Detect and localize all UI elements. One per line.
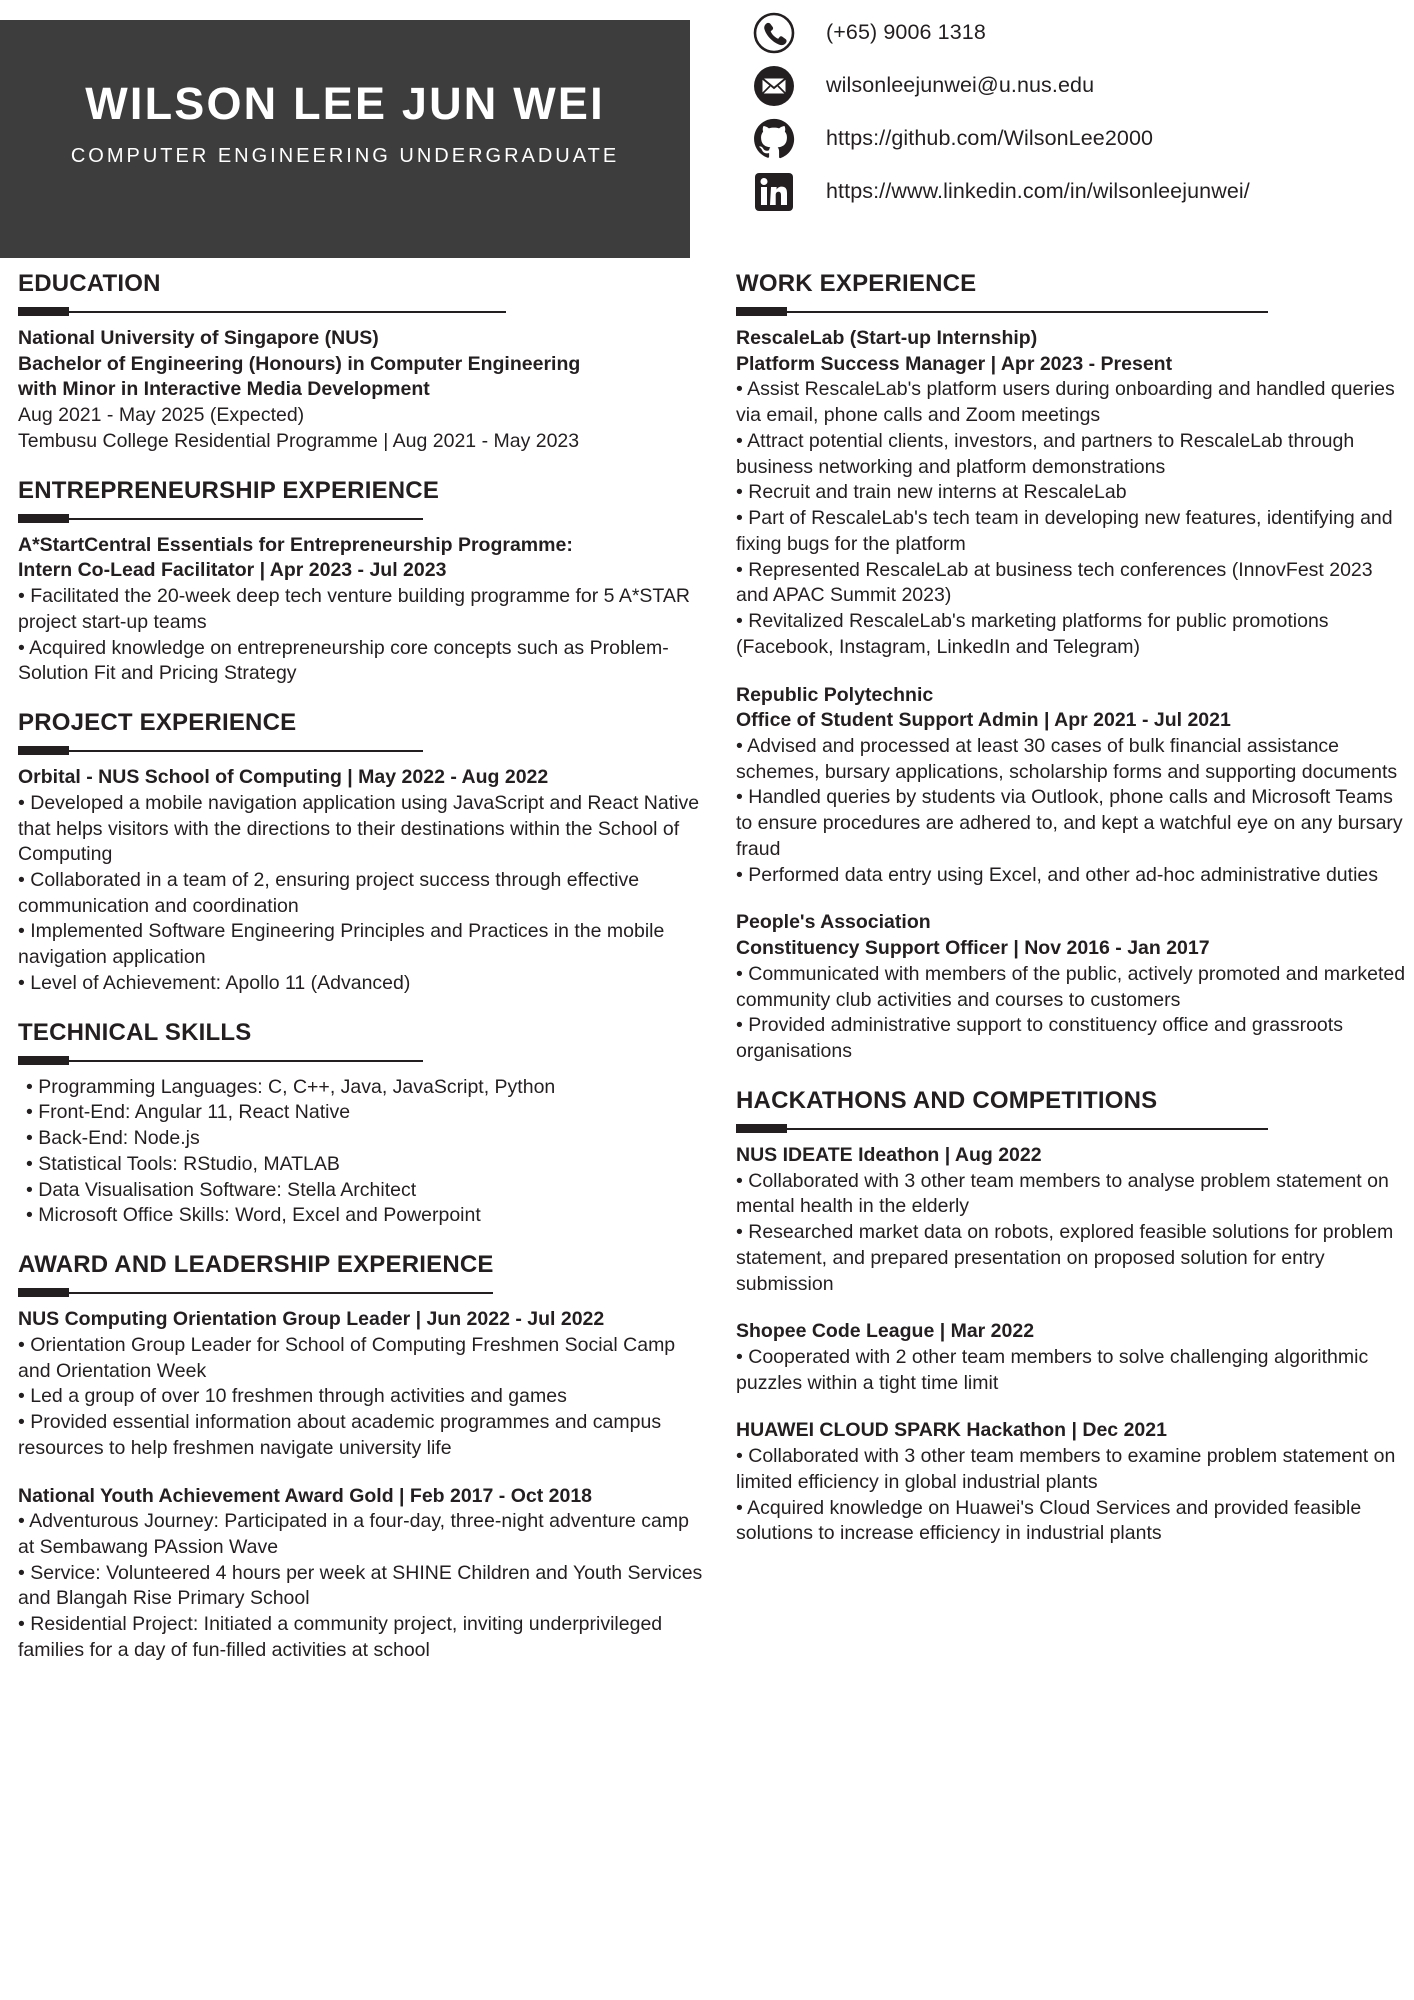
- entry-title-line: Platform Success Manager | Apr 2023 - Present: [736, 352, 1173, 375]
- contact-row-email[interactable]: [752, 59, 1412, 112]
- section-entrepreneurship: [18, 477, 710, 687]
- entry-bullet: • Provided administrative support to constituency office and grassroots organisations: [736, 1014, 1343, 1063]
- entry-title-line: Office of Student Support Admin | Apr 2021 - Jul 2021: [736, 709, 1231, 732]
- contact-list: [752, 6, 1412, 218]
- entry-bullet: • Acquired knowledge on Huawei's Cloud Services and provided feasible solutions to increase efficiency in industrial plants: [736, 1496, 1362, 1545]
- skill-item: • Front-End: Angular 11, React Native: [26, 1101, 351, 1124]
- entry-bullet: • Provided essential information about academic programmes and campus resources to help freshmen navigate university life: [18, 1411, 662, 1459]
- entry-bullet: • Acquired knowledge on entrepreneurship core concepts such as Problem-Solution Fit and Pricing Strategy: [18, 636, 669, 685]
- entry-bullet: • Collaborated with 3 other team members to analyse problem statement on mental health in the elderly: [736, 1169, 1389, 1218]
- section-heading-award-leadership: AWARD AND LEADERSHIP EXPERIENCE: [18, 1251, 494, 1279]
- entry-bullet: • Researched market data on robots, explored feasible solutions for problem statement, and prepared presentation on proposed solution for entry submission: [736, 1221, 1394, 1295]
- section-project: [18, 709, 710, 997]
- github-icon: [752, 117, 796, 161]
- entry-bullet: • Cooperated with 2 other team members to solve challenging algorithmic puzzles within a tight time limit: [736, 1345, 1369, 1394]
- section-divider: [736, 307, 1406, 316]
- entry-bullet: • Service: Volunteered 4 hours per week at SHINE Children and Youth Services and Blangah Rise Primary School: [18, 1561, 703, 1610]
- entry-bullet: • Collaborated in a team of 2, ensuring project success through effective communication and coordination: [18, 869, 640, 917]
- entry-bullet: • Implemented Software Engineering Principles and Practices in the mobile navigation application: [18, 920, 665, 969]
- entry-title-line: Republic Polytechnic: [736, 683, 934, 706]
- education-line: with Minor in Interactive Media Development: [18, 378, 430, 401]
- project-entry: [18, 765, 710, 997]
- section-heading-technical-skills: TECHNICAL SKILLS: [18, 1018, 252, 1046]
- entry-bullet: • Performed data entry using Excel, and other ad-hoc administrative duties: [736, 863, 1378, 886]
- entry-bullet: • Residential Project: Initiated a community project, inviting underprivileged families for a day of fun-filled activities at school: [18, 1613, 663, 1661]
- education-entry: [18, 326, 710, 455]
- entry-title-line: HUAWEI CLOUD SPARK Hackathon | Dec 2021: [736, 1419, 1167, 1442]
- right-column: [736, 270, 1406, 1547]
- education-line: National University of Singapore (NUS): [18, 327, 379, 349]
- entry-title-line: Constituency Support Officer | Nov 2016 - Jan 2017: [736, 937, 1210, 960]
- skill-item: • Microsoft Office Skills: Word, Excel and Powerpoint: [26, 1204, 481, 1227]
- section-hackathons: [736, 1087, 1406, 1547]
- section-divider: [18, 1056, 710, 1065]
- contact-row-linkedin[interactable]: [752, 165, 1412, 218]
- entry-bullet: • Facilitated the 20-week deep tech venture building programme for 5 A*STAR project start-up teams: [18, 585, 690, 633]
- education-line: Bachelor of Engineering (Honours) in Computer Engineering: [18, 352, 581, 375]
- entry-bullet: • Assist RescaleLab's platform users during onboarding and handled queries via email, phone calls and Zoom meetings: [736, 378, 1395, 427]
- section-divider: [18, 1288, 710, 1297]
- section-education: [18, 270, 710, 455]
- section-divider: [736, 1124, 1406, 1133]
- section-heading-project: PROJECT EXPERIENCE: [18, 709, 297, 737]
- email-icon: [752, 64, 796, 108]
- github-url: https://github.com/WilsonLee2000: [826, 126, 1154, 150]
- hackathon-entry: [736, 1418, 1406, 1547]
- entry-bullet: • Adventurous Journey: Participated in a four-day, three-night adventure camp at Sembawang PAssion Wave: [18, 1510, 689, 1558]
- section-technical-skills: [18, 1019, 710, 1229]
- entry-title-line: A*StartCentral Essentials for Entrepreneurship Programme:: [18, 533, 573, 556]
- entry-bullet: • Handled queries by students via Outlook, phone calls and Microsoft Teams to ensure procedures are adhered to, and kept a watchful eye on any bursary fraud: [736, 786, 1403, 860]
- section-work-experience: [736, 270, 1406, 1065]
- entry-bullet: • Level of Achievement: Apollo 11 (Advanced): [18, 971, 411, 994]
- entry-bullet: • Recruit and train new interns at RescaleLab: [736, 481, 1127, 504]
- entry-title-line: Orbital - NUS School of Computing | May 2022 - Aug 2022: [18, 766, 549, 789]
- section-divider: [18, 514, 710, 523]
- skill-item: • Programming Languages: C, C++, Java, JavaScript, Python: [26, 1075, 556, 1098]
- section-heading-work-experience: WORK EXPERIENCE: [736, 270, 977, 297]
- entry-title-line: NUS IDEATE Ideathon | Aug 2022: [736, 1143, 1042, 1166]
- hackathon-entry: [736, 1143, 1406, 1297]
- skill-item: • Data Visualisation Software: Stella Architect: [26, 1178, 417, 1201]
- skill-item: • Back-End: Node.js: [26, 1127, 200, 1150]
- contact-row-phone[interactable]: [752, 6, 1412, 59]
- entry-title-line: National Youth Achievement Award Gold | Feb 2017 - Oct 2018: [18, 1484, 593, 1507]
- award-entry: [18, 1307, 710, 1461]
- education-line: Tembusu College Residential Programme | Aug 2021 - May 2023: [18, 429, 580, 452]
- left-column: [18, 270, 710, 1664]
- contact-row-github[interactable]: [752, 112, 1412, 165]
- name-header-block: [0, 20, 690, 258]
- page-title: WILSON LEE JUN WEI: [85, 77, 605, 129]
- hackathon-entry: [736, 1319, 1406, 1396]
- phone-icon: [752, 11, 796, 55]
- email-address: wilsonleejunwei@u.nus.edu: [826, 73, 1095, 97]
- entry-bullet: • Led a group of over 10 freshmen through activities and games: [18, 1385, 567, 1408]
- entry-bullet: • Revitalized RescaleLab's marketing platforms for public promotions (Facebook, Instagram, LinkedIn and Telegram): [736, 610, 1329, 658]
- linkedin-icon: [752, 170, 796, 214]
- entry-bullet: • Represented RescaleLab at business tech conferences (InnovFest 2023 and APAC Summit 2023): [736, 558, 1373, 607]
- entry-title-line: Shopee Code League | Mar 2022: [736, 1320, 1035, 1343]
- linkedin-url: https://www.linkedin.com/in/wilsonleejunwei/: [826, 179, 1250, 203]
- entry-bullet: • Orientation Group Leader for School of Computing Freshmen Social Camp and Orientation Week: [18, 1333, 676, 1382]
- entry-title-line: RescaleLab (Start-up Internship): [736, 327, 1038, 349]
- education-line: Aug 2021 - May 2025 (Expected): [18, 404, 305, 427]
- entrepreneurship-entry: [18, 533, 710, 687]
- entry-title-line: NUS Computing Orientation Group Leader | Jun 2022 - Jul 2022: [18, 1308, 605, 1331]
- entry-bullet: • Part of RescaleLab's tech team in developing new features, identifying and fixing bugs for the platform: [736, 507, 1393, 555]
- skills-list: [18, 1075, 710, 1229]
- section-divider: [18, 746, 710, 755]
- work-entry: [736, 326, 1406, 661]
- section-divider: [18, 307, 710, 316]
- work-entry: [736, 910, 1406, 1064]
- entry-bullet: • Developed a mobile navigation application using JavaScript and React Native that helps visitors with the directions to their destinations within the School of Computing: [18, 791, 700, 866]
- skill-item: • Statistical Tools: RStudio, MATLAB: [26, 1152, 340, 1175]
- entry-bullet: • Collaborated with 3 other team members to examine problem statement on limited efficiency in global industrial plants: [736, 1445, 1396, 1493]
- phone-number: (+65) 9006 1318: [826, 20, 986, 44]
- entry-bullet: • Communicated with members of the public, actively promoted and marketed community club activities and courses to customers: [736, 962, 1406, 1011]
- section-award-leadership: [18, 1251, 710, 1664]
- page-subtitle: COMPUTER ENGINEERING UNDERGRADUATE: [70, 145, 620, 168]
- work-entry: [736, 683, 1406, 889]
- section-heading-education: EDUCATION: [18, 270, 161, 297]
- section-heading-entrepreneurship: ENTREPRENEURSHIP EXPERIENCE: [18, 476, 440, 504]
- entry-title-line: Intern Co-Lead Facilitator | Apr 2023 - Jul 2023: [18, 559, 447, 582]
- entry-title-line: People's Association: [736, 911, 931, 934]
- entry-bullet: • Advised and processed at least 30 cases of bulk financial assistance schemes, bursary applications, scholarship forms and supporting documents: [736, 735, 1398, 783]
- section-heading-hackathons: HACKATHONS AND COMPETITIONS: [736, 1086, 1158, 1114]
- award-entry: [18, 1484, 710, 1664]
- entry-bullet: • Attract potential clients, investors, and partners to RescaleLab through business networking and platform demonstrations: [736, 429, 1355, 478]
